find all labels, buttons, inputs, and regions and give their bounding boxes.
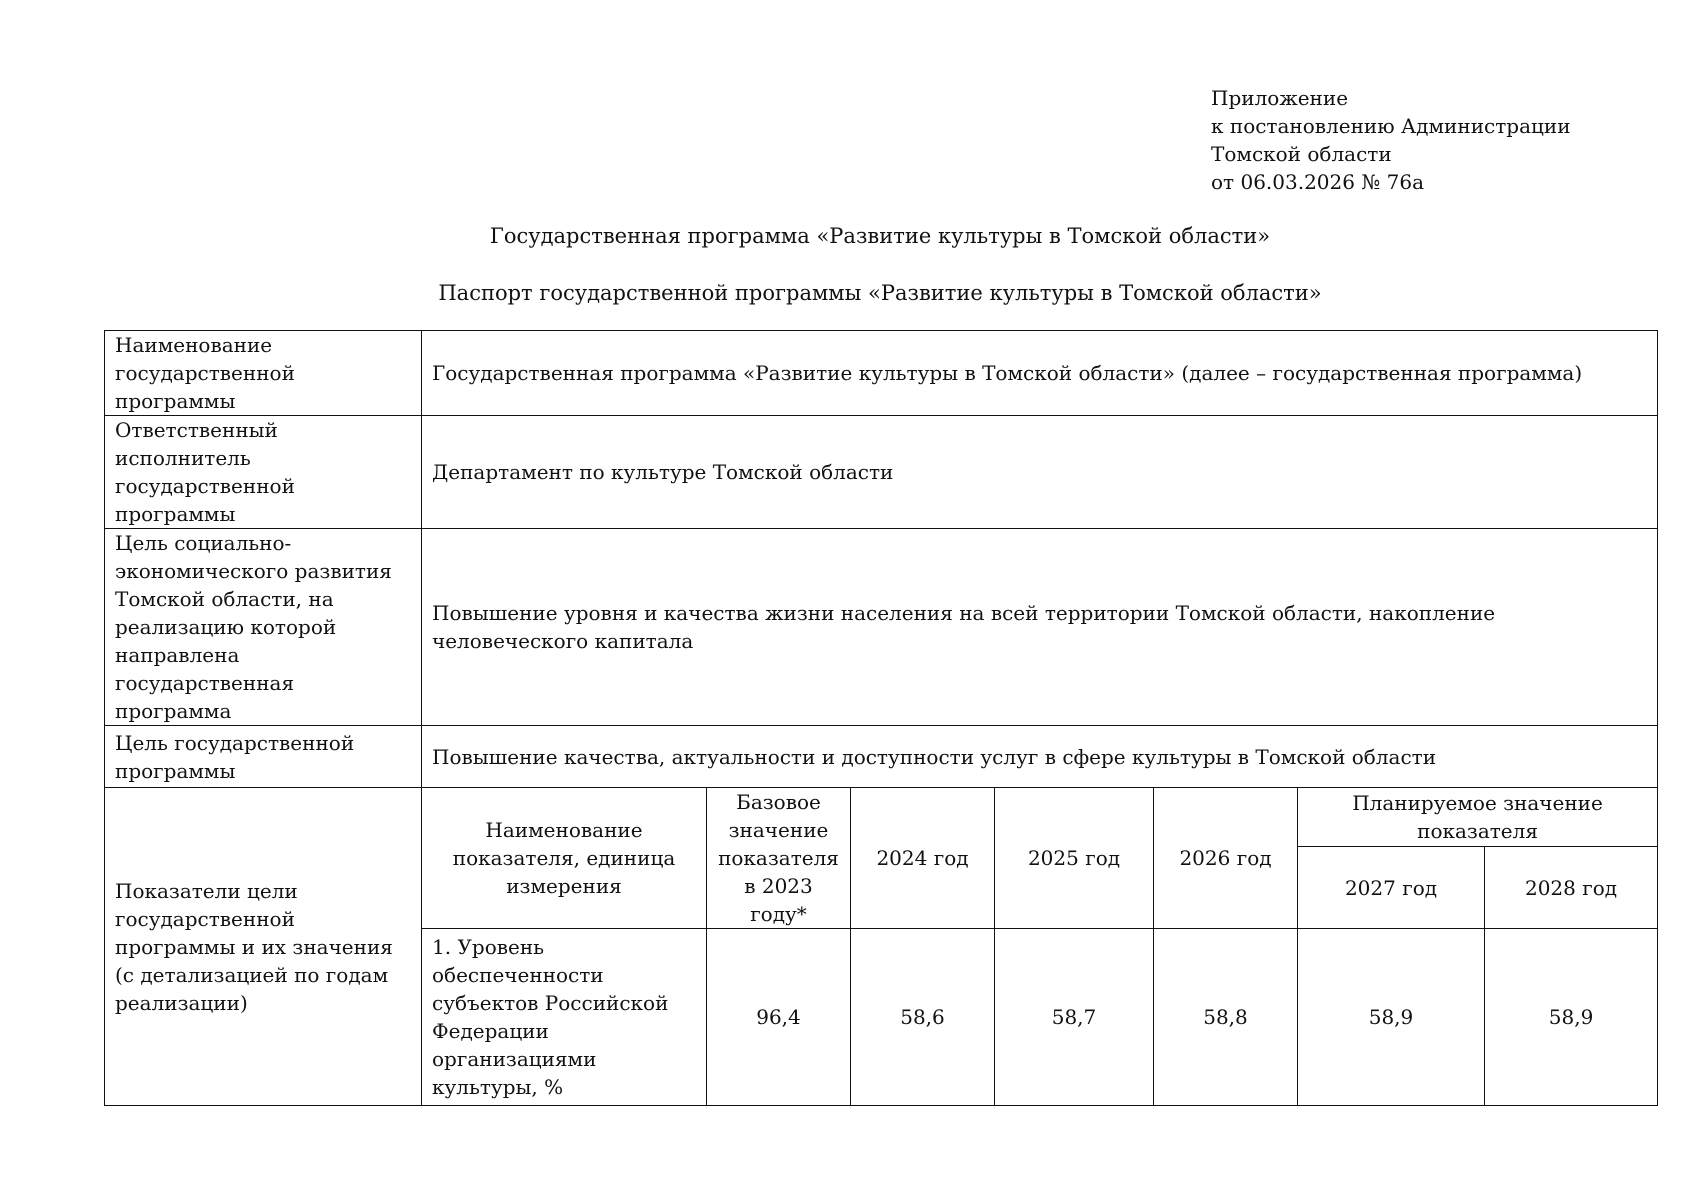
- passport-table: [104, 330, 1658, 1106]
- row-label-indicators: Показатели цели государственной программы и их значения (с детализацией по годам реализации): [105, 788, 422, 1106]
- header-year-2028: 2028 год: [1485, 847, 1658, 929]
- appendix-block: [1211, 84, 1571, 196]
- appendix-line: Приложение: [1211, 86, 1349, 110]
- header-year-2024: 2024 год: [851, 788, 995, 929]
- header-year-2027: 2027 год: [1298, 847, 1485, 929]
- indicator-value-2025: 58,7: [995, 929, 1154, 1106]
- appendix-date-number: от 06.03.2026 № 76а: [1211, 170, 1424, 194]
- indicator-header-row: [105, 788, 1658, 847]
- row-value-executor: Департамент по культуре Томской области: [422, 416, 1658, 529]
- passport-title: Паспорт государственной программы «Развитие культуры в Томской области»: [438, 281, 1322, 305]
- indicator-value-2024: 58,6: [851, 929, 995, 1106]
- appendix-line: Томской области: [1211, 142, 1392, 166]
- row-label-socio-goal: Цель социально-экономического развития Томской области, на реализацию которой направлена государственная программа: [105, 529, 422, 726]
- table-row: [105, 529, 1658, 726]
- row-label-name: Наименование государственной программы: [105, 331, 422, 416]
- table-row: [105, 331, 1658, 416]
- indicator-value-2028: 58,9: [1485, 929, 1658, 1106]
- program-title: Государственная программа «Развитие культуры в Томской области»: [489, 224, 1271, 248]
- table-row: [105, 726, 1658, 788]
- row-value-name: Государственная программа «Развитие культуры в Томской области» (далее – государственная программа): [422, 331, 1658, 416]
- header-base-value: Базовое значение показателя в 2023 году*: [707, 788, 851, 929]
- appendix-line: к постановлению Администрации: [1211, 114, 1571, 138]
- indicator-value-2026: 58,8: [1154, 929, 1298, 1106]
- header-year-2025: 2025 год: [995, 788, 1154, 929]
- indicator-name: 1. Уровень обеспеченности субъектов Российской Федерации организациями культуры, %: [422, 929, 707, 1106]
- row-value-socio-goal: Повышение уровня и качества жизни населения на всей территории Томской области, накопление человеческого капитала: [422, 529, 1658, 726]
- row-label-executor: Ответственный исполнитель государственной программы: [105, 416, 422, 529]
- indicator-value-2027: 58,9: [1298, 929, 1485, 1106]
- row-label-program-goal: Цель государственной программы: [105, 726, 422, 788]
- header-year-2026: 2026 год: [1154, 788, 1298, 929]
- indicator-base-value: 96,4: [707, 929, 851, 1106]
- header-planned-value: Планируемое значение показателя: [1298, 788, 1658, 847]
- header-indicator-name: Наименование показателя, единица измерения: [422, 788, 707, 929]
- table-row: [105, 416, 1658, 529]
- row-value-program-goal: Повышение качества, актуальности и доступности услуг в сфере культуры в Томской области: [422, 726, 1658, 788]
